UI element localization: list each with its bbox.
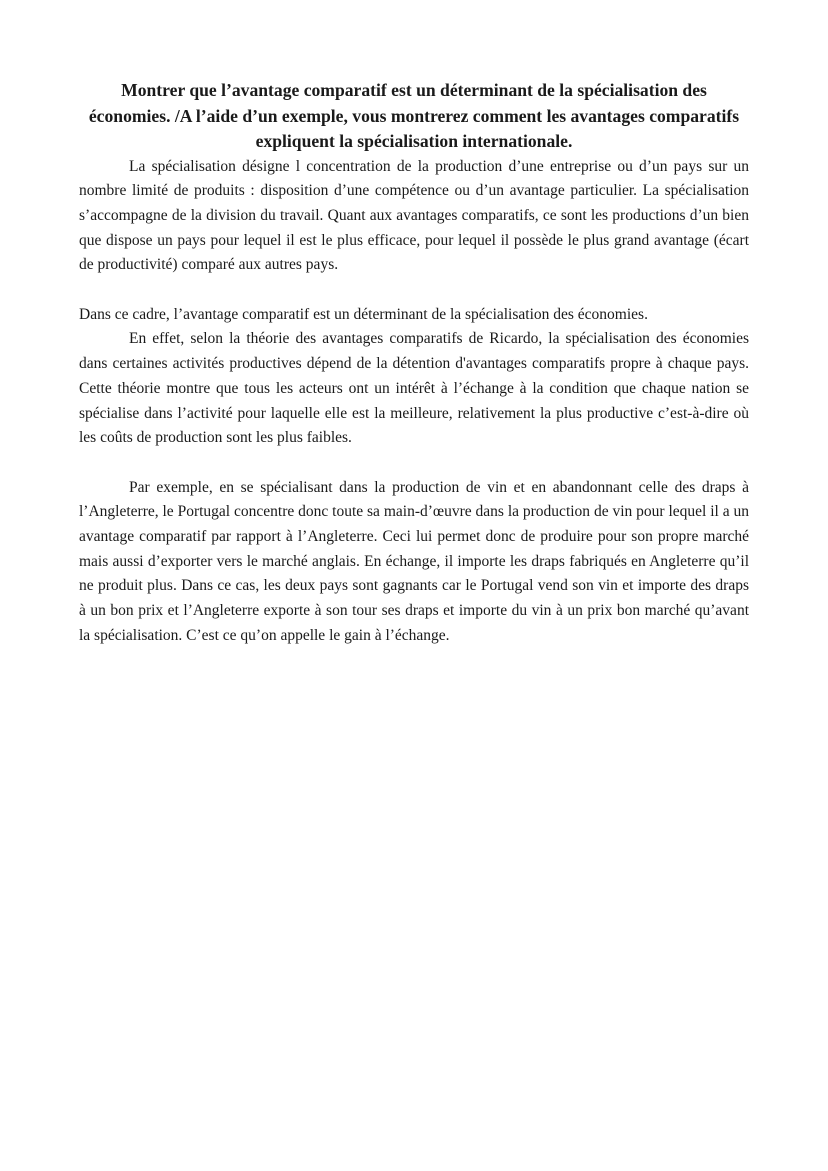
document-title: Montrer que l’avantage comparatif est un déterminant de la spécialisation des économies. /A l’aide d’un exemple, vous montrerez comment les avantages comparatifs expliquent la spécialisation internationale. <box>88 80 740 151</box>
paragraph-example: Par exemple, en se spécialisant dans la production de vin et en abandonnant celle des draps à l’Angleterre, le Portugal concentre donc toute sa main-d’œuvre dans la production de vin pour lequel il a un avantage comparatif par rapport à l’Angleterre. Ceci lui permet donc de produire pour son propre marché mais aussi d’exporter vers le marché anglais. En échange, il importe les draps fabriqués en Angleterre qu’il ne produit plus. Dans ce cas, les deux pays sont gagnants car le Portugal vend son vin et importe des draps à un bon prix et l’Angleterre exporte à son tour ses draps et importe du vin à un prix bon marché qu’avant la spécialisation. C’est ce qu’on appelle le gain à l’échange. <box>79 478 749 644</box>
document-body <box>79 78 749 649</box>
paragraph-thesis: Dans ce cadre, l’avantage comparatif est un déterminant de la spécialisation des économies. <box>79 305 648 323</box>
paragraph-definition: La spécialisation désigne l concentration de la production d’une entreprise ou d’un pays sur un nombre limité de produits : disposition d’une compétence ou d’un avantage particulier. La spécialisation s’accompagne de la division du travail. Quant aux avantages comparatifs, ce sont les productions d’un bien que dispose un pays pour lequel il est le plus efficace, pour lequel il possède le plus grand avantage (écart de productivité) comparé aux autres pays. <box>79 157 749 274</box>
paragraph-ricardo-theory: En effet, selon la théorie des avantages comparatifs de Ricardo, la spécialisation des économies dans certaines activités productives dépend de la détention d'avantages comparatifs propre à chaque pays. Cette théorie montre que tous les acteurs ont un intérêt à l’échange à la condition que chaque nation se spécialise dans l’activité pour laquelle elle est la meilleure, relativement la plus productive c’est-à-dire où les coûts de production sont les plus faibles. <box>79 330 749 447</box>
